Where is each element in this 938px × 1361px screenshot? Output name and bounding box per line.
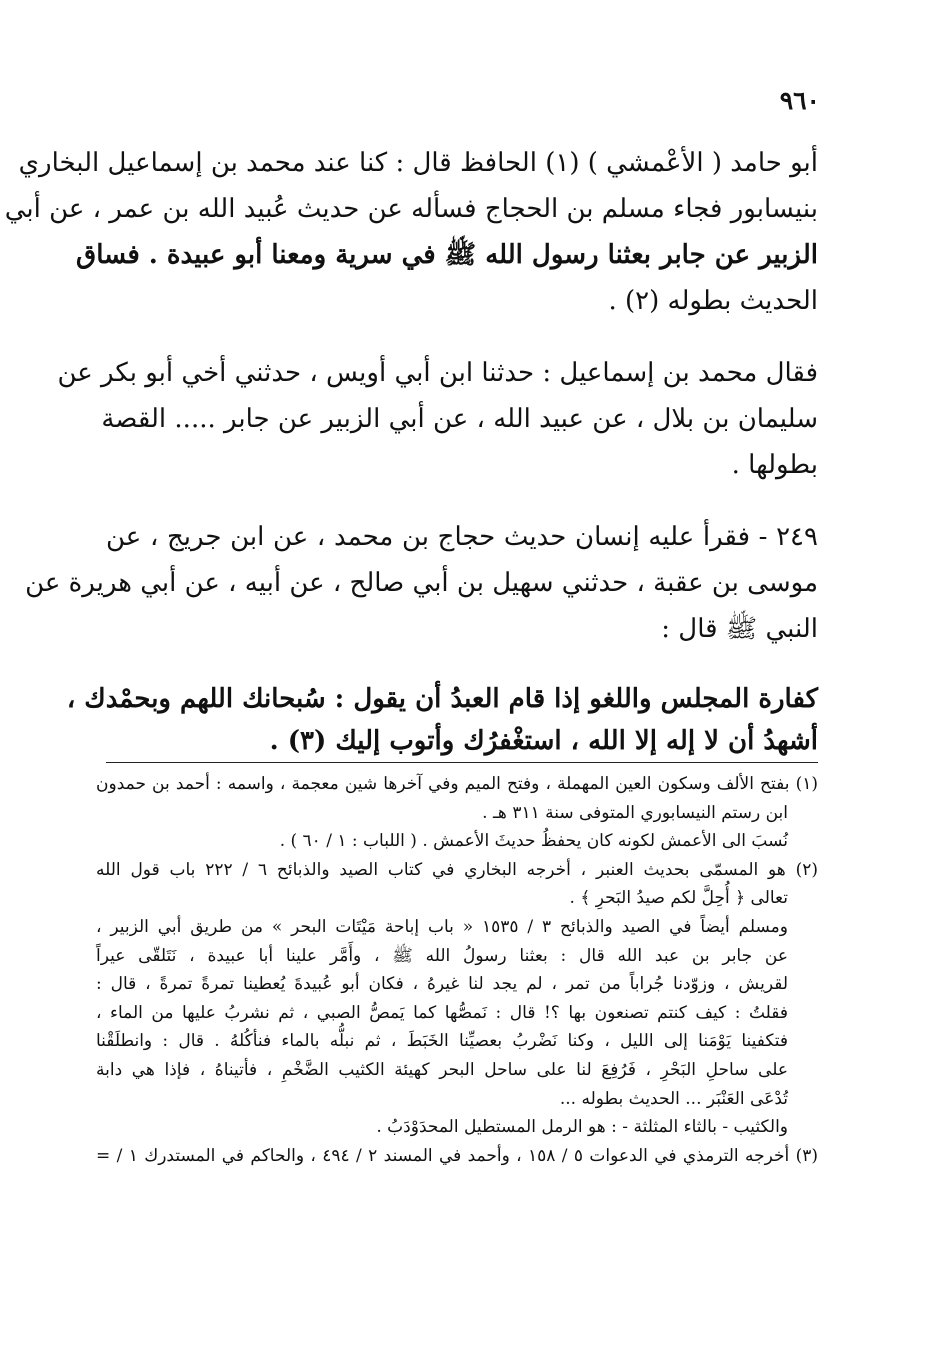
page-number: ٩٦٠ bbox=[779, 86, 820, 115]
footnote-line: عن جابر بن عبد الله قال : بعثنا رسولُ الله ﷺ ، وأَمَّر علينا أبا عبيدة ، نَتَلقّى عيراً bbox=[96, 945, 788, 966]
paragraph-1 bbox=[4, 140, 818, 324]
text-line: فقال محمد بن إسماعيل : حدثنا ابن أبي أويس ، حدثني أخي أبو بكر عن bbox=[57, 358, 818, 388]
text-line: بطولها . bbox=[731, 450, 818, 480]
paragraph-2 bbox=[57, 350, 818, 488]
footnote-line: (١) بفتح الألف وسكون العين المهملة ، وفتح الميم وفي آخرها شين معجمة ، واسمه : أحمد بن حمدون bbox=[96, 774, 818, 794]
footnote-line: على ساحلِ البَحْرِ ، فَرُفِعَ لنا على ساحل البحر كهيئة الكثيب الضَّخْمِ ، فأتيناهُ ، فإذا هي دابة bbox=[96, 1059, 788, 1080]
footnote-line: فقلتُ : كيف كنتم تصنعون بها ؟! قال : نَمصُّها كما يَمصُّ الصبي ، ثم نشربُ عليها من الماء ، bbox=[96, 1002, 788, 1023]
hadith-line: كفارة المجلس واللغو إذا قام العبدُ أن يقول : سُبحانك اللهم وبحمْدك ، bbox=[66, 684, 818, 714]
footnote-line: ومسلم أيضاً في الصيد والذبائح ٣ / ١٥٣٥ « باب إباحة مَيْتَات البحر » من طريق أبي الزبير ، bbox=[96, 916, 788, 937]
footnotes bbox=[96, 770, 818, 1170]
text-line: ٢٤٩ - فقرأ عليه إنسان حديث حجاج بن محمد ، عن ابن جريج ، عن bbox=[106, 522, 818, 552]
text-line: الحديث بطوله (٢) . bbox=[608, 286, 818, 316]
footnote-line: فتكفينا يَوْمَنا إلى الليل ، وكنا نَضْربُ بعصيِّنا الخَبَطَ ، ثم نبلُّه بالماء فنأكُلهُ . قال : وانطلَقْنا bbox=[96, 1031, 788, 1052]
text-line: النبي ﷺ قال : bbox=[661, 614, 818, 644]
text-line: الزبير عن جابر بعثنا رسول الله ﷺ في سرية ومعنا أبو عبيدة . فساق bbox=[76, 240, 818, 270]
footnote-line: نُسبَ الى الأعمش لكونه كان يحفظُ حديثَ الأعمش . ( اللباب : ١ / ٦٠ ) . bbox=[279, 831, 788, 852]
footnote-line: (٣) أخرجه الترمذي في الدعوات ٥ / ١٥٨ ، وأحمد في المسند ٢ / ٤٩٤ ، والحاكم في المستدرك ١ / = bbox=[96, 1145, 818, 1166]
paragraph-3-hadith-249 bbox=[25, 514, 818, 652]
footnote-line: تعالى ﴿ أُحِلَّ لكم صيدُ البَحرِ ﴾ . bbox=[569, 888, 788, 909]
text-line: بنيسابور فجاء مسلم بن الحجاج فسأله عن حديث عُبيد الله بن عمر ، عن أبي bbox=[4, 194, 818, 224]
hadith-line: أشهدُ أن لا إله إلا الله ، استغْفرُك وأتوب إليك (٣) . bbox=[269, 726, 818, 756]
footnote-divider bbox=[106, 762, 818, 763]
text-line: موسى بن عقبة ، حدثني سهيل بن أبي صالح ، عن أبيه ، عن أبي هريرة عن bbox=[25, 568, 818, 598]
text-line: أبو حامد ( الأعْمشي ) (١) الحافظ قال : كنا عند محمد بن إسماعيل البخاري bbox=[18, 148, 818, 178]
hadith-text bbox=[66, 678, 818, 762]
footnote-line: تُدْعَى العَنْبَر ... الحديث بطوله ... bbox=[559, 1088, 788, 1109]
footnote-line: والكثيب - بالثاء المثلثة - : هو الرمل المستطيل المحدَوْدَبُ . bbox=[376, 1117, 788, 1138]
footnote-line: (٢) هو المسمّى بحديث العنبر ، أخرجه البخاري في كتاب الصيد والذبائح ٦ / ٢٢٢ باب قول الله bbox=[96, 859, 818, 880]
main-text bbox=[4, 140, 818, 762]
text-line: سليمان بن بلال ، عن عبيد الله ، عن أبي الزبير عن جابر ..... القصة bbox=[101, 404, 818, 434]
footnote-line: لقريش ، وزوّدنا جُراباً من تمر ، لم يجد لنا غيرهُ ، فكان أبو عُبيدةَ يُعطينا تمرةً تمرةً ، قال : bbox=[96, 974, 788, 995]
footnote-line: ابن رستم النيسابوري المتوفى سنة ٣١١ هـ . bbox=[482, 802, 788, 823]
